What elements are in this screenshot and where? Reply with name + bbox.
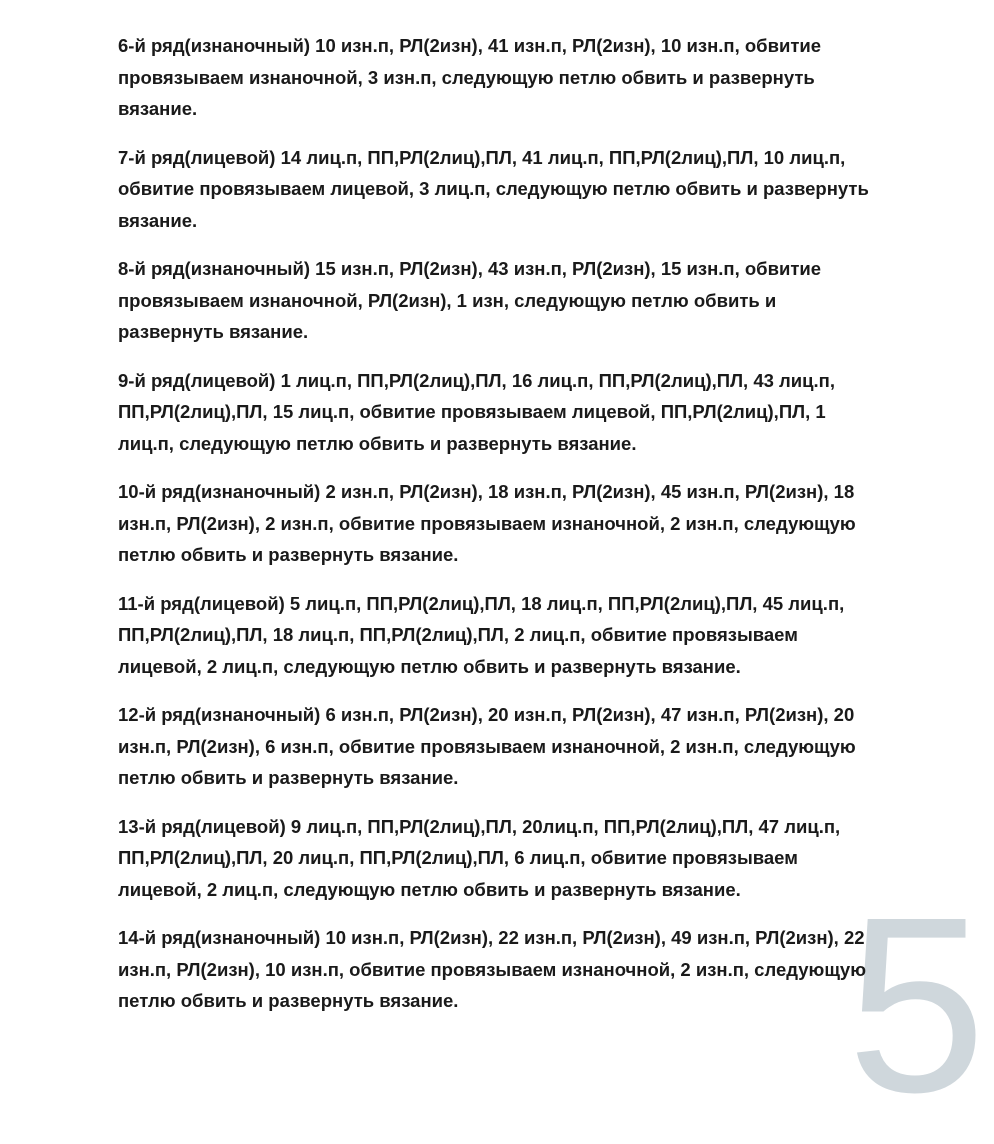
row-14-paragraph: 14-й ряд(изнаночный) 10 изн.п, РЛ(2изн), 22 изн.п, РЛ(2изн), 49 изн.п, РЛ(2изн), 22 изн.п, РЛ(2изн), 10 изн.п, обвитие провязываем изнаночной, 2 изн.п, следующую петлю обвить и развернуть вязание. xyxy=(118,927,867,1011)
row-9-paragraph: 9-й ряд(лицевой) 1 лиц.п, ПП,РЛ(2лиц),ПЛ, 16 лиц.п, ПП,РЛ(2лиц),ПЛ, 43 лиц.п, ПП,РЛ(2лиц),ПЛ, 15 лиц.п, обвитие провязываем лицевой, ПП,РЛ(2лиц),ПЛ, 1 лиц.п, следующую петлю обвить и развернуть вязание. xyxy=(118,369,835,454)
row-11-paragraph: 11-й ряд(лицевой) 5 лиц.п, ПП,РЛ(2лиц),ПЛ, 18 лиц.п, ПП,РЛ(2лиц),ПЛ, 45 лиц.п, ПП,РЛ(2лиц),ПЛ, 18 лиц.п, ПП,РЛ(2лиц),ПЛ, 2 лиц.п, обвитие провязываем лицевой, 2 лиц.п, следующую петлю обвить и развернуть вязание. xyxy=(118,592,845,677)
row-12-paragraph: 12-й ряд(изнаночный) 6 изн.п, РЛ(2изн), 20 изн.п, РЛ(2изн), 47 изн.п, РЛ(2изн), 20 изн.п, РЛ(2изн), 6 изн.п, обвитие провязываем изнаночной, 2 изн.п, следующую петлю обвить и развернуть вязание. xyxy=(118,704,856,788)
page-number: 5 xyxy=(846,865,986,1144)
instructions-body xyxy=(118,30,878,1034)
row-10-paragraph: 10-й ряд(изнаночный) 2 изн.п, РЛ(2изн), 18 изн.п, РЛ(2изн), 45 изн.п, РЛ(2изн), 18 изн.п, РЛ(2изн), 2 изн.п, обвитие провязываем изнаночной, 2 изн.п, следующую петлю обвить и развернуть вязание. xyxy=(118,481,856,565)
row-8-paragraph: 8-й ряд(изнаночный) 15 изн.п, РЛ(2изн), 43 изн.п, РЛ(2изн), 15 изн.п, обвитие провязываем изнаночной, РЛ(2изн), 1 изн, следующую петлю обвить и развернуть вязание. xyxy=(118,258,822,342)
row-13-paragraph: 13-й ряд(лицевой) 9 лиц.п, ПП,РЛ(2лиц),ПЛ, 20лиц.п, ПП,РЛ(2лиц),ПЛ, 47 лиц.п, ПП,РЛ(2лиц),ПЛ, 20 лиц.п, ПП,РЛ(2лиц),ПЛ, 6 лиц.п, обвитие провязываем лицевой, 2 лиц.п, следующую петлю обвить и развернуть вязание. xyxy=(118,815,841,900)
row-7-paragraph: 7-й ряд(лицевой) 14 лиц.п, ПП,РЛ(2лиц),ПЛ, 41 лиц.п, ПП,РЛ(2лиц),ПЛ, 10 лиц.п, обвитие провязываем лицевой, 3 лиц.п, следующую петлю обвить и развернуть вязание. xyxy=(118,146,869,231)
row-6-paragraph: 6-й ряд(изнаночный) 10 изн.п, РЛ(2изн), 41 изн.п, РЛ(2изн), 10 изн.п, обвитие провязываем изнаночной, 3 изн.п, следующую петлю обвить и развернуть вязание. xyxy=(118,35,822,119)
